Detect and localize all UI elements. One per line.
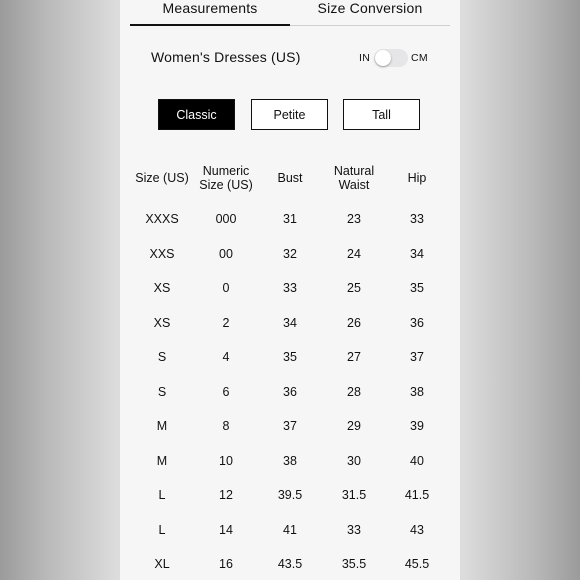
cell-hip: 37 — [410, 350, 424, 364]
unit-toggle — [359, 49, 429, 69]
cell-bust: 39.5 — [277, 488, 303, 502]
fit-tall-button[interactable]: Tall — [343, 99, 420, 130]
cell-bust: 38 — [283, 454, 297, 468]
header-waist-line2: Waist — [338, 178, 370, 192]
cell-waist: 24 — [347, 247, 361, 261]
cell-numeric: 14 — [219, 523, 233, 537]
cell-numeric: 10 — [219, 454, 233, 468]
cell-hip: 38 — [410, 385, 424, 399]
cell-size: M — [156, 419, 168, 433]
cell-numeric: 6 — [222, 385, 230, 399]
fit-classic-button[interactable]: Classic — [158, 99, 235, 130]
header-size: Size (US) — [135, 171, 189, 185]
cell-hip: 33 — [410, 212, 424, 226]
cell-size: S — [157, 350, 167, 364]
tab-bar — [130, 0, 450, 26]
cell-numeric: 2 — [222, 316, 230, 330]
tab-size-conversion-label: Size Conversion — [317, 0, 423, 16]
cell-numeric: 4 — [222, 350, 230, 364]
fit-petite-button[interactable]: Petite — [251, 99, 328, 130]
cell-numeric: 16 — [219, 557, 233, 571]
cell-size: XXXS — [145, 212, 179, 226]
cell-waist: 31.5 — [341, 488, 367, 502]
cell-size: L — [158, 523, 166, 537]
cell-size: XS — [153, 281, 171, 295]
unit-switch[interactable] — [374, 49, 408, 67]
unit-in-label: IN — [359, 52, 371, 64]
cell-bust: 37 — [283, 419, 297, 433]
cell-hip: 45.5 — [404, 557, 430, 571]
cell-size: L — [158, 488, 166, 502]
cell-numeric: 00 — [219, 247, 233, 261]
cell-waist: 23 — [347, 212, 361, 226]
cell-hip: 36 — [410, 316, 424, 330]
cell-waist: 25 — [347, 281, 361, 295]
cell-hip: 35 — [410, 281, 424, 295]
cell-bust: 41 — [283, 523, 297, 537]
chart-title: Women's Dresses (US) — [151, 49, 301, 65]
header-numeric-line1: Numeric — [202, 164, 250, 178]
cell-bust: 43.5 — [277, 557, 303, 571]
unit-switch-knob — [375, 50, 391, 66]
cell-hip: 40 — [410, 454, 424, 468]
header-waist-line1: Natural — [333, 164, 375, 178]
cell-hip: 41.5 — [404, 488, 430, 502]
cell-size: XXS — [149, 247, 175, 261]
unit-cm-label: CM — [411, 52, 428, 64]
cell-bust: 36 — [283, 385, 297, 399]
cell-numeric: 8 — [222, 419, 230, 433]
cell-waist: 35.5 — [341, 557, 367, 571]
cell-hip: 39 — [410, 419, 424, 433]
cell-numeric: 12 — [219, 488, 233, 502]
cell-size: M — [156, 454, 168, 468]
cell-hip: 43 — [410, 523, 424, 537]
cell-numeric: 0 — [222, 281, 230, 295]
tab-measurements-label: Measurements — [162, 0, 258, 16]
cell-bust: 34 — [283, 316, 297, 330]
tab-size-conversion[interactable] — [290, 0, 450, 26]
cell-waist: 29 — [347, 419, 361, 433]
cell-waist: 30 — [347, 454, 361, 468]
cell-size: S — [157, 385, 167, 399]
cell-size: XS — [153, 316, 171, 330]
cell-hip: 34 — [410, 247, 424, 261]
tab-measurements[interactable] — [130, 0, 290, 26]
cell-waist: 28 — [347, 385, 361, 399]
cell-size: XL — [154, 557, 170, 571]
size-chart-panel — [120, 0, 460, 580]
cell-waist: 26 — [347, 316, 361, 330]
cell-numeric: 000 — [215, 212, 237, 226]
cell-bust: 33 — [283, 281, 297, 295]
header-hip: Hip — [407, 171, 427, 185]
cell-bust: 32 — [283, 247, 297, 261]
header-numeric-line2: Size (US) — [199, 178, 253, 192]
cell-waist: 33 — [347, 523, 361, 537]
header-bust: Bust — [277, 171, 303, 185]
cell-bust: 31 — [283, 212, 297, 226]
cell-bust: 35 — [283, 350, 297, 364]
cell-waist: 27 — [347, 350, 361, 364]
